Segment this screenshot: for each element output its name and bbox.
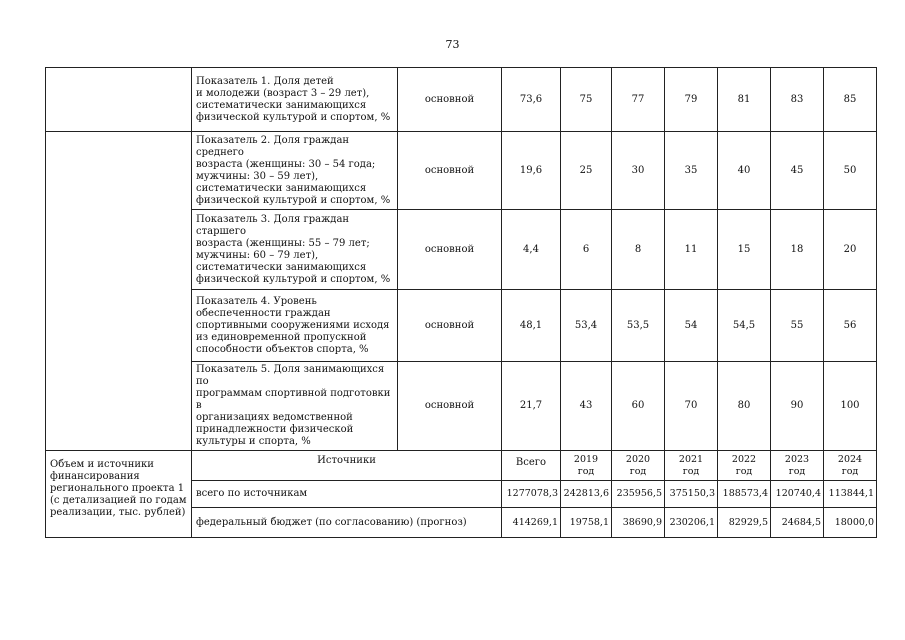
indicator-value: 50 [824, 132, 877, 210]
year-header: 2021 год [665, 451, 718, 481]
indicator-type: основной [398, 132, 502, 210]
indicator-value: 56 [824, 290, 877, 362]
indicator-value: 85 [824, 68, 877, 132]
indicator-type: основной [398, 290, 502, 362]
indicator-value: 40 [718, 132, 771, 210]
empty-lead-cell [46, 290, 192, 362]
financing-value: 19758,1 [561, 508, 612, 538]
indicator-value: 79 [665, 68, 718, 132]
indicator-value: 21,7 [502, 362, 561, 451]
year-header: 2020 год [612, 451, 665, 481]
indicator-value: 6 [561, 210, 612, 290]
indicator-value: 70 [665, 362, 718, 451]
indicator-value: 75 [561, 68, 612, 132]
year-header: 2019 год [561, 451, 612, 481]
financing-value: 82929,5 [718, 508, 771, 538]
financing-label: Объем и источники финансирования регионального проекта 1 (с детализацией по годам реализации, тыс. рублей) [46, 451, 192, 538]
financing-value: 230206,1 [665, 508, 718, 538]
financing-header-row [46, 451, 877, 481]
indicator-value: 19,6 [502, 132, 561, 210]
indicator-value: 43 [561, 362, 612, 451]
page-number: 73 [445, 38, 460, 51]
financing-value: 38690,9 [612, 508, 665, 538]
table-row [46, 362, 877, 451]
financing-value: 242813,6 [561, 481, 612, 508]
financing-value: 375150,3 [665, 481, 718, 508]
indicator-name: Показатель 4. Уровень обеспеченности граждан спортивными сооружениями исходя из единовременной пропускной способности объектов спорта, % [192, 290, 398, 362]
sources-header: Источники [192, 451, 502, 481]
indicator-value: 80 [718, 362, 771, 451]
empty-lead-cell [46, 68, 192, 132]
financing-value: 113844,1 [824, 481, 877, 508]
indicator-value: 83 [771, 68, 824, 132]
indicator-value: 100 [824, 362, 877, 451]
financing-source: федеральный бюджет (по согласованию) (прогноз) [192, 508, 502, 538]
financing-value: 414269,1 [502, 508, 561, 538]
financing-value: 1277078,3 [502, 481, 561, 508]
indicator-name: Показатель 1. Доля детей и молодежи (возраст 3 – 29 лет), систематически занимающихся физической культурой и спортом, % [192, 68, 398, 132]
indicator-value: 53,5 [612, 290, 665, 362]
indicator-value: 11 [665, 210, 718, 290]
year-header: 2022 год [718, 451, 771, 481]
indicator-name: Показатель 2. Доля граждан среднего возраста (женщины: 30 – 54 года; мужчины: 30 – 59 лет), систематически занимающихся физической культурой и спортом, % [192, 132, 398, 210]
table-row [46, 132, 877, 210]
table-row [46, 210, 877, 290]
indicator-value: 54,5 [718, 290, 771, 362]
year-header: 2024 год [824, 451, 877, 481]
indicator-value: 73,6 [502, 68, 561, 132]
financing-value: 188573,4 [718, 481, 771, 508]
empty-lead-cell [46, 210, 192, 290]
table-row [46, 290, 877, 362]
empty-lead-cell [46, 132, 192, 210]
indicator-value: 25 [561, 132, 612, 210]
indicator-value: 15 [718, 210, 771, 290]
indicator-type: основной [398, 362, 502, 451]
indicator-type: основной [398, 210, 502, 290]
indicator-value: 20 [824, 210, 877, 290]
financing-value: 18000,0 [824, 508, 877, 538]
indicator-type: основной [398, 68, 502, 132]
indicator-value: 53,4 [561, 290, 612, 362]
financing-value: 120740,4 [771, 481, 824, 508]
financing-source: всего по источникам [192, 481, 502, 508]
indicator-value: 4,4 [502, 210, 561, 290]
indicator-value: 90 [771, 362, 824, 451]
indicator-value: 8 [612, 210, 665, 290]
project-table [45, 67, 877, 538]
indicator-value: 30 [612, 132, 665, 210]
year-header: 2023 год [771, 451, 824, 481]
indicator-name: Показатель 5. Доля занимающихся по программам спортивной подготовки в организациях ведомственной принадлежности физической культуры и спорта, % [192, 362, 398, 451]
indicator-name: Показатель 3. Доля граждан старшего возраста (женщины: 55 – 79 лет; мужчины: 60 – 79 лет), систематически занимающихся физической культурой и спортом, % [192, 210, 398, 290]
indicator-value: 60 [612, 362, 665, 451]
total-header: Всего [502, 451, 561, 481]
indicator-value: 45 [771, 132, 824, 210]
table-row [46, 68, 877, 132]
indicator-value: 77 [612, 68, 665, 132]
indicator-value: 48,1 [502, 290, 561, 362]
indicator-value: 18 [771, 210, 824, 290]
empty-lead-cell [46, 362, 192, 451]
indicator-value: 81 [718, 68, 771, 132]
financing-value: 235956,5 [612, 481, 665, 508]
indicator-value: 55 [771, 290, 824, 362]
indicator-value: 35 [665, 132, 718, 210]
financing-value: 24684,5 [771, 508, 824, 538]
indicator-value: 54 [665, 290, 718, 362]
